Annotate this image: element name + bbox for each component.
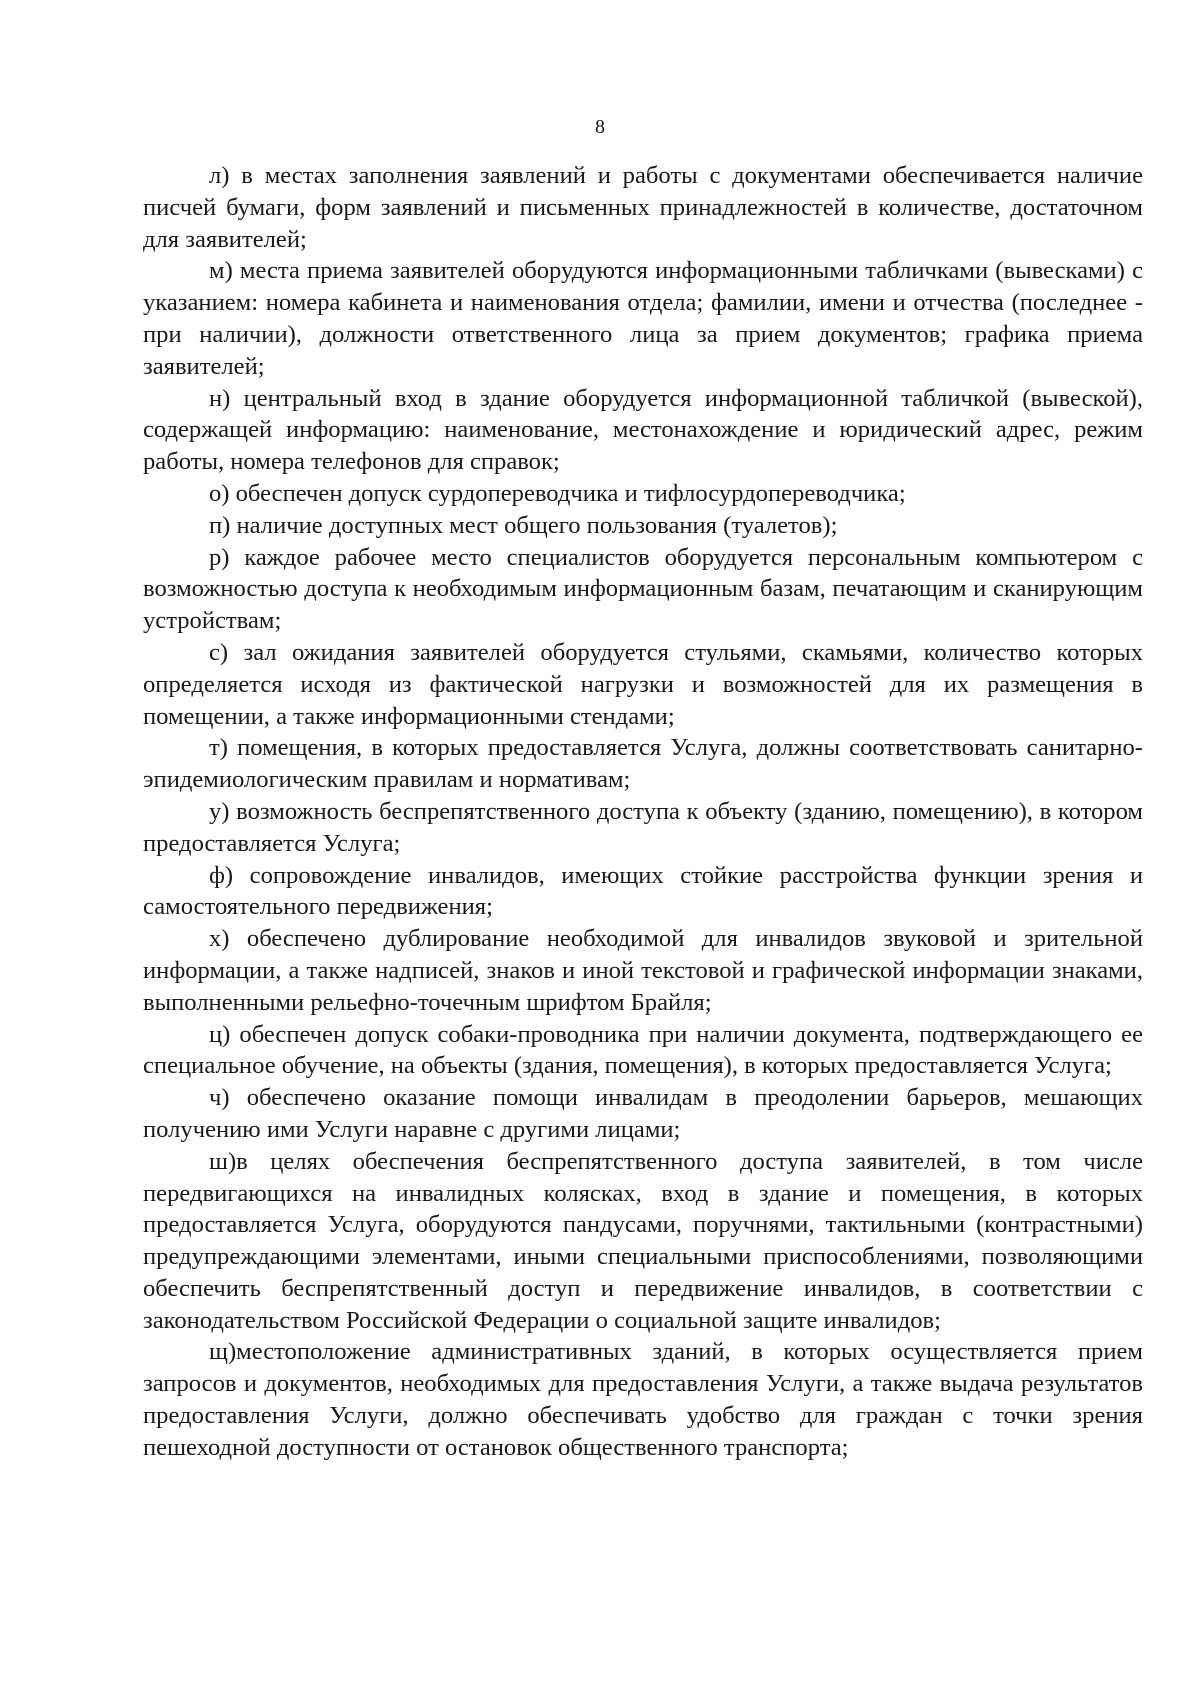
paragraph-u: у) возможность беспрепятственного доступа к объекту (зданию, помещению), в котором предоставляется Услуга; bbox=[143, 797, 1143, 857]
paragraph-f: ф) сопровождение инвалидов, имеющих стойкие расстройства функции зрения и самостоятельного передвижения; bbox=[143, 861, 1143, 921]
paragraph-sh: ш)в целях обеспечения беспрепятственного доступа заявителей, в том числе передвигающихся на инвалидных колясках, вход в здание и помещения, в которых предоставляется Услуга, оборудуются пандусами, поручнями, тактильными (контрастными) предупреждающими элементами, иными специальными приспособлениями, позволяющими обеспечить беспрепятственный доступ и передвижение инвалидов, в соответствии с законодательством Российской Федерации о социальной защите инвалидов; bbox=[143, 1147, 1143, 1334]
paragraph-l: л) в местах заполнения заявлений и работы с документами обеспечивается наличие писчей бумаги, форм заявлений и письменных принадлежностей в количестве, достаточном для заявителей; bbox=[143, 162, 1143, 253]
paragraph-p: п) наличие доступных мест общего пользования (туалетов); bbox=[209, 511, 838, 539]
page-number: 8 bbox=[595, 116, 605, 138]
paragraph-t: т) помещения, в которых предоставляется Услуга, должны соответствовать санитарно-эпидемиологическим правилам и нормативам; bbox=[143, 734, 1143, 794]
paragraph-s: с) зал ожидания заявителей оборудуется стульями, скамьями, количество которых определяется исходя из фактической нагрузки и возможностей для их размещения в помещении, а также информационными стендами; bbox=[143, 638, 1143, 730]
paragraph-kh: х) обеспечено дублирование необходимой для инвалидов звуковой и зрительной информации, а также надписей, знаков и иной текстовой и графической информации знаками, выполненными рельефно-точечным шрифтом Брайля; bbox=[143, 925, 1143, 1016]
paragraph-r: р) каждое рабочее место специалистов оборудуется персональным компьютером с возможностью доступа к необходимым информационным базам, печатающим и сканирующим устройствам; bbox=[143, 543, 1143, 635]
document-body bbox=[143, 160, 1143, 1464]
paragraph-m: м) места приема заявителей оборудуются информационными табличками (вывесками) с указанием: номера кабинета и наименования отдела; фамилии, имени и отчества (последнее - при наличии), должности ответственного лица за прием документов; графика приема заявителей; bbox=[143, 257, 1143, 380]
paragraph-shch: щ)местоположение административных зданий, в которых осуществляется прием запросов и документов, необходимых для предоставления Услуги, а также выдача результатов предоставления Услуги, должно обеспечивать удобство для граждан с точки зрения пешеходной доступности от остановок общественного транспорта; bbox=[143, 1338, 1143, 1461]
paragraph-ch: ч) обеспечено оказание помощи инвалидам в преодолении барьеров, мешающих получению ими Услуги наравне с другими лицами; bbox=[143, 1084, 1143, 1143]
paragraph-o: о) обеспечен допуск сурдопереводчика и тифлосурдопереводчика; bbox=[209, 479, 906, 507]
paragraph-ts: ц) обеспечен допуск собаки-проводника при наличии документа, подтверждающего ее специальное обучение, на объекты (здания, помещения), в которых предоставляется Услуга; bbox=[143, 1020, 1143, 1080]
paragraph-n: н) центральный вход в здание оборудуется информационной табличкой (вывеской), содержащей информацию: наименование, местонахождение и юридический адрес, режим работы, номера телефонов для справок; bbox=[143, 384, 1143, 476]
